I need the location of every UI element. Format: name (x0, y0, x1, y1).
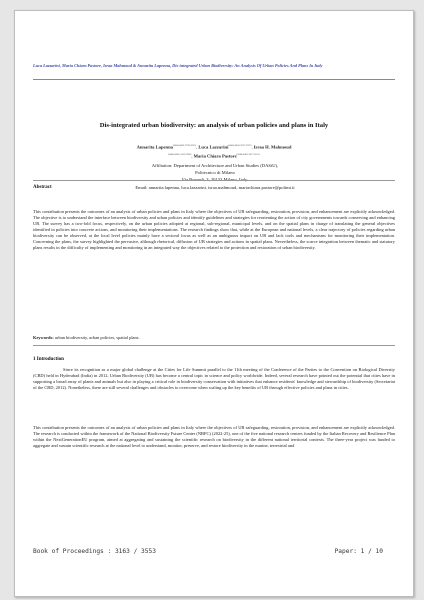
intro-paragraph: Since its recognition as a major global challenge at the Cities for Life Summit parallel to the 11th meeting of the Conference of the Parties to the Convention on Biological Diversity (CBD) held in Hyderabad (India) in 2012, Urban Biodiversity (UB) has become a central topic in science and policy worldwide. Indeed, several research have pointed out the potential that cities have in supporting a broad array of plants and animals but also in playing a critical role in biodiversity conservation with initiatives that enhance residents' knowledge and stewardship of biodiversity (Secretariat of the CBD, 2012). Nonetheless, there are still several challenges and obstacles to overcome when scaling up the key benefits of UB through effective policies and plans in cities. (33, 367, 395, 391)
section-divider (33, 180, 395, 181)
section-heading: 1 Introduction (33, 357, 64, 362)
keywords-label: Keywords: (33, 335, 54, 340)
footer-page-number: Paper: 1 / 10 (334, 548, 383, 555)
author-name: Annarita Lapenna (136, 144, 173, 150)
paper-page (14, 10, 414, 597)
affiliation-line: Politecnico di Milano (195, 170, 235, 176)
affiliation-line: Affiliation: Department of Architecture and Urban Studies (DAStU), (151, 163, 279, 168)
orcid-id: [0000-0002-3077-6151] (236, 152, 260, 156)
header-divider (33, 79, 395, 80)
author-name: Israa H. Mahmoud (253, 144, 292, 150)
author-list: Annarita Lapenna[0000-0002-7978-5925], Luca Lazzarini[0000-0003-3237-7287], Israa H. Mahmoud [0000-0002-5413-5996], Maria Chiara Pastore[0000-0002-3077-6151] (136, 144, 292, 159)
running-head: Luca Lazzarini, Maria Chiara Pastore, Israa Mahmoud & Annarita Lapenna, Dis-integrated Urban Biodiversity: An Analysis Of Urban Policies And Plans In Italy (33, 63, 323, 68)
affiliation-email: Email: annarita.lapenna, luca.lazzarini, israa.mahmoud, mariachiara.pastore@polimi.it (135, 184, 295, 190)
footer-proceedings: Book of Proceedings : 3163 / 3553 (33, 548, 156, 555)
author-name: Maria Chiara Pastore (193, 153, 237, 159)
affiliation (105, 162, 325, 191)
author-name: Luca Lazzarini (198, 144, 229, 150)
abstract-text: This contribution presents the outcomes of an analysis of urban policies and plans in Italy where the objectives of UB safeguarding, restoration, provision, and enhancement are explicitly acknowledged. The objective is to understand the interface between biodiversity and urban policies and identify guidelines and strategies for reorienting the action of city governments towards conserving and enhancing UB. The survey has a two-fold focus, respectively, on the urban policies adopted at regional, sub-regional, municipal levels, and on the spatial plans in charge of translating the general objectives identified in policies into concrete actions, and monitoring their implementations. The research findings show that, while at the European and national levels, a clear trajectory of policies regarding urban biodiversity can be observed, at the local level policies mainly have a sectoral focus as well as an ambiguous impact on UB and lack tools and mechanisms for monitoring their implementation. Concerning the plans, the survey highlighted the pervasive, although rhetorical, diffusion of UB strategies and actions in spatial plans. Nevertheless, the scarce integration between thematic and statutory plans results in the difficulty of implementing and monitoring in an integrated way the objectives related to the protection and restoration of urban biodiversity. (33, 209, 395, 251)
keywords (33, 335, 140, 340)
orcid-id: [0000-0002-7978-5925] (172, 144, 197, 147)
intro-paragraph: This contribution presents the outcomes of an analysis of urban policies and plans in Italy where the objectives of UB safeguarding, restoration, provision, and enhancement are explicitly acknowledged. The research is conducted within the framework of the National Biodiversity Future Center (NBFC) (2022-25), one of the five national research centers funded by the Italian Recovery and Resilience Plan within the NextGenerationEU program, aimed at aggregating and sustaining the scientific research on biodiversity in the different national territorial contexts. The three-year project was funded to aggregate and sustain scientific research at the national level to understand, monitor, preserve, and restore biodiversity in the marine, terrestrial and (33, 425, 395, 449)
keywords-text: urban biodiversity, urban policies, spatial plans. (54, 335, 140, 340)
orcid-id: [0000-0003-3237-7287] (228, 144, 252, 147)
section-divider (33, 345, 395, 346)
orcid-id: [0000-0002-5413-5996] (168, 152, 192, 156)
affiliation-line: Via Bonardi, 3, 20133 Milano, Italy. (181, 177, 249, 183)
abstract-heading: Abstract (33, 185, 52, 190)
paper-title: Dis-integrated urban biodiversity: an analysis of urban policies and plans in Italy (99, 122, 329, 129)
